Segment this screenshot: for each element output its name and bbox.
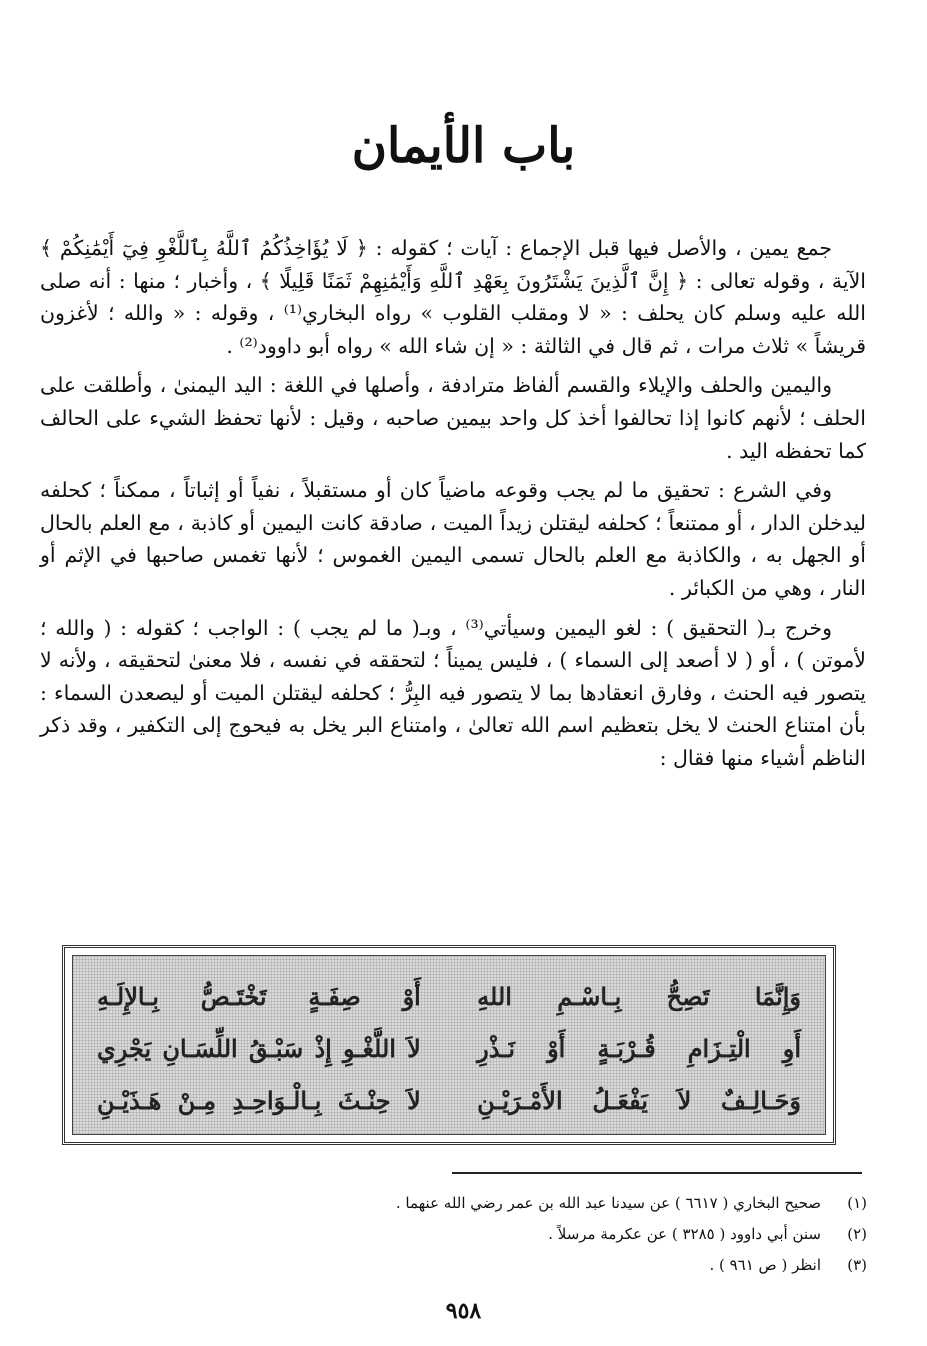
paragraph: جمع يمين ، والأصل فيها قبل الإجماع : آيات ؛ كقوله : ﴿ لَا يُؤَاخِذُكُمُ ٱللَّهُ بِٱللَّغْوِ فِيٓ أَيْمَٰنِكُمْ ﴾ الآية ، وقوله تعالى : ﴿ إِنَّ ٱلَّذِينَ يَشْتَرُونَ بِعَهْدِ ٱللَّهِ وَأَيْمَٰنِهِمْ ثَمَنًا قَلِيلًا ﴾ ، وأخبار ؛ منها : أنه صلى الله عليه وسلم كان يحلف : « لا ومقلب القلوب » رواه البخاري⁽¹⁾ ، وقوله : « والله ؛ لأغزون قريشاً » ثلاث مرات ، ثم قال في الثالثة : « إن شاء الله » رواه أبو داوود⁽²⁾ . <box>40 236 866 358</box>
footnote <box>300 1250 867 1281</box>
footnote-divider <box>452 1172 862 1174</box>
footnote-number: (٢) <box>847 1225 867 1243</box>
poem-inner <box>72 955 826 1135</box>
chapter-title: باب الأيمان <box>351 118 576 174</box>
poem-box <box>62 945 836 1145</box>
poem-line <box>97 970 801 1022</box>
footnote-number: (٣) <box>847 1256 867 1274</box>
poem-line <box>97 1074 801 1126</box>
page-number: ٩٥٨ <box>445 1298 482 1324</box>
footnote-number: (١) <box>847 1194 867 1212</box>
footnote <box>300 1219 867 1250</box>
paragraph: واليمين والحلف والإيلاء والقسم ألفاظ مترادفة ، وأصلها في اللغة : اليد اليمنىٰ ، وأطلقت على الحلف ؛ لأنهم كانوا إذا تحالفوا أخذ كل واحد بيمين صاحبه ، وقيل : لأنها تحفظ الشيء على الحالف كما تحفظه اليد . <box>40 373 866 463</box>
poem-second-hemistich: لاَ حِنْـثَ بِـالْـوَاحِـدِ مِـنْ هَـذَيْـنِ <box>97 1085 421 1115</box>
poem-second-hemistich: لاَ اللَّغْـوِ إِذْ سَبْـقُ اللِّسَـانِ يَجْرِي <box>97 1033 421 1063</box>
footnote <box>300 1188 867 1219</box>
footnotes <box>300 1188 867 1281</box>
main-text <box>40 232 866 782</box>
paragraph: وفي الشرع : تحقيق ما لم يجب وقوعه ماضياً كان أو مستقبلاً ، نفياً أو إثباتاً ، ممكناً ؛ كحلفه ليدخلن الدار ، أو ممتنعاً ؛ كحلفه ليقتلن زيداً الميت ، صادقة كانت اليمين أو كاذبة ، مع العلم بالحال أو الجهل به ، والكاذبة مع العلم بالحال تسمى اليمين الغموس ؛ لأنها تغمس صاحبها في الإثم أو النار ، وهي من الكبائر . <box>40 478 866 600</box>
footnote-text: سنن أبي داوود ( ٣٢٨٥ ) عن عكرمة مرسلاً . <box>548 1225 821 1243</box>
poem-first-hemistich: أَوِ الْتِـزَامِ قُـرْبَـةٍ أَوْ نَـذْرِ <box>477 1033 801 1063</box>
poem-second-hemistich: أَوْ صِفَـةٍ تَخْتَـصُّ بِـالإِلَـهِ <box>97 981 421 1011</box>
paragraph: وخرج بـ( التحقيق ) : لغو اليمين وسيأتي⁽³⁾ ، وبـ( ما لم يجب ) : الواجب ؛ كقوله : ( والله ؛ لأموتن ) ، أو ( لا أصعد إلى السماء ) ، فليس يميناً ؛ لتحققه في نفسه ، فلا معنىٰ لتحقيقه ، ولأنه لا يتصور فيه الحنث ، وفارق انعقادها بما لا يتصور فيه البِرُّ ؛ كحلفه ليقتلن الميت أو ليصعدن السماء : بأن امتناع الحنث لا يخل بتعظيم اسم الله تعالىٰ ، وامتناع البر يخل به فيحوج إلى التكفير ، وقد ذكر الناظم أشياء منها فقال : <box>40 615 866 770</box>
footnote-text: انظر ( ص ٩٦١ ) . <box>709 1256 821 1274</box>
poem-first-hemistich: وَحَـالِـفٌ لاَ يَفْعَـلُ الأَمْـرَيْـنِ <box>477 1085 801 1115</box>
footnote-text: صحيح البخاري ( ٦٦١٧ ) عن سيدنا عبد الله بن عمر رضي الله عنهما . <box>395 1194 821 1212</box>
poem-line <box>97 1022 801 1074</box>
poem-first-hemistich: وَإِنَّمَا تَصِحُّ بِـاسْـمِ اللهِ <box>477 981 801 1011</box>
